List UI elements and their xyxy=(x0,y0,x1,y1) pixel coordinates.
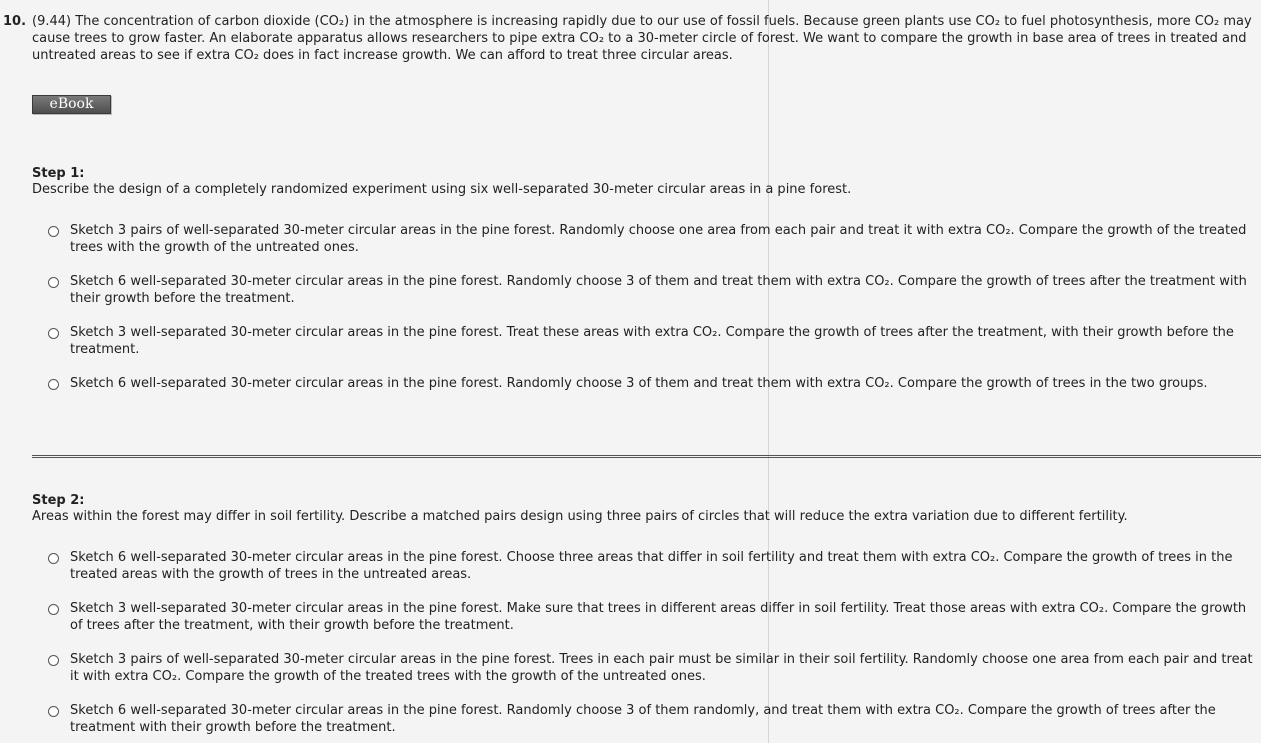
section-divider xyxy=(32,455,1261,458)
step1-title: Step 1: xyxy=(32,166,85,181)
option-label: Sketch 3 pairs of well-separated 30-meter circular areas in the pine forest. Randomly choose one area from each pair and treat it with extra CO₂. Compare the growth of the treated trees with the growth of the untreated ones. xyxy=(70,223,1247,255)
option-label: Sketch 6 well-separated 30-meter circular areas in the pine forest. Randomly choose 3 of them and treat them with extra CO₂. Compare the growth of trees in the two groups. xyxy=(70,376,1208,391)
option-label: Sketch 6 well-separated 30-meter circular areas in the pine forest. Randomly choose 3 of them and treat them with extra CO₂. Compare the growth of trees after the treatment with their growth before the treatment. xyxy=(70,274,1247,306)
radio-button[interactable] xyxy=(48,604,59,615)
step2-title: Step 2: xyxy=(32,493,85,508)
ebook-button[interactable]: eBook xyxy=(32,95,111,114)
radio-button[interactable] xyxy=(48,706,59,717)
radio-button[interactable] xyxy=(48,328,59,339)
option-label: Sketch 6 well-separated 30-meter circular areas in the pine forest. Randomly choose 3 of them randomly, and treat them with extra CO₂. Compare the growth of trees after the treatment with their growth before the treatment. xyxy=(70,703,1216,735)
radio-button[interactable] xyxy=(48,553,59,564)
radio-button[interactable] xyxy=(48,226,59,237)
radio-button[interactable] xyxy=(48,379,59,390)
question-prompt: (9.44) The concentration of carbon dioxide (CO₂) in the atmosphere is increasing rapidly due to our use of fossil fuels. Because green plants use CO₂ to fuel photosynthesis, more CO₂ may cause trees to grow faster. An elaborate apparatus allows researchers to pipe extra CO₂ to a 30-meter circle of forest. We want to compare the growth in base area of trees in treated and untreated areas to see if extra CO₂ does in fact increase growth. We can afford to treat three circular areas. xyxy=(32,14,1252,63)
question-number: 10. xyxy=(3,14,27,29)
step2-description: Areas within the forest may differ in soil fertility. Describe a matched pairs design using three pairs of circles that will reduce the extra variation due to different fertility. xyxy=(32,509,1128,524)
step1-description: Describe the design of a completely randomized experiment using six well-separated 30-meter circular areas in a pine forest. xyxy=(32,182,852,197)
option-label: Sketch 3 pairs of well-separated 30-meter circular areas in the pine forest. Trees in each pair must be similar in their soil fertility. Randomly choose one area from each pair and treat it with extra CO₂. Compare the growth of the treated trees with the growth of the untreated ones. xyxy=(70,652,1253,684)
option-label: Sketch 3 well-separated 30-meter circular areas in the pine forest. Treat these areas with extra CO₂. Compare the growth of trees after the treatment, with their growth before the treatment. xyxy=(70,325,1234,357)
radio-button[interactable] xyxy=(48,655,59,666)
option-label: Sketch 6 well-separated 30-meter circular areas in the pine forest. Choose three areas that differ in soil fertility and treat them with extra CO₂. Compare the growth of trees in the treated areas with the growth of trees in the untreated areas. xyxy=(70,550,1233,582)
option-label: Sketch 3 well-separated 30-meter circular areas in the pine forest. Make sure that trees in different areas differ in soil fertility. Treat those areas with extra CO₂. Compare the growth of trees after the treatment, with their growth before the treatment. xyxy=(70,601,1247,633)
radio-button[interactable] xyxy=(48,277,59,288)
